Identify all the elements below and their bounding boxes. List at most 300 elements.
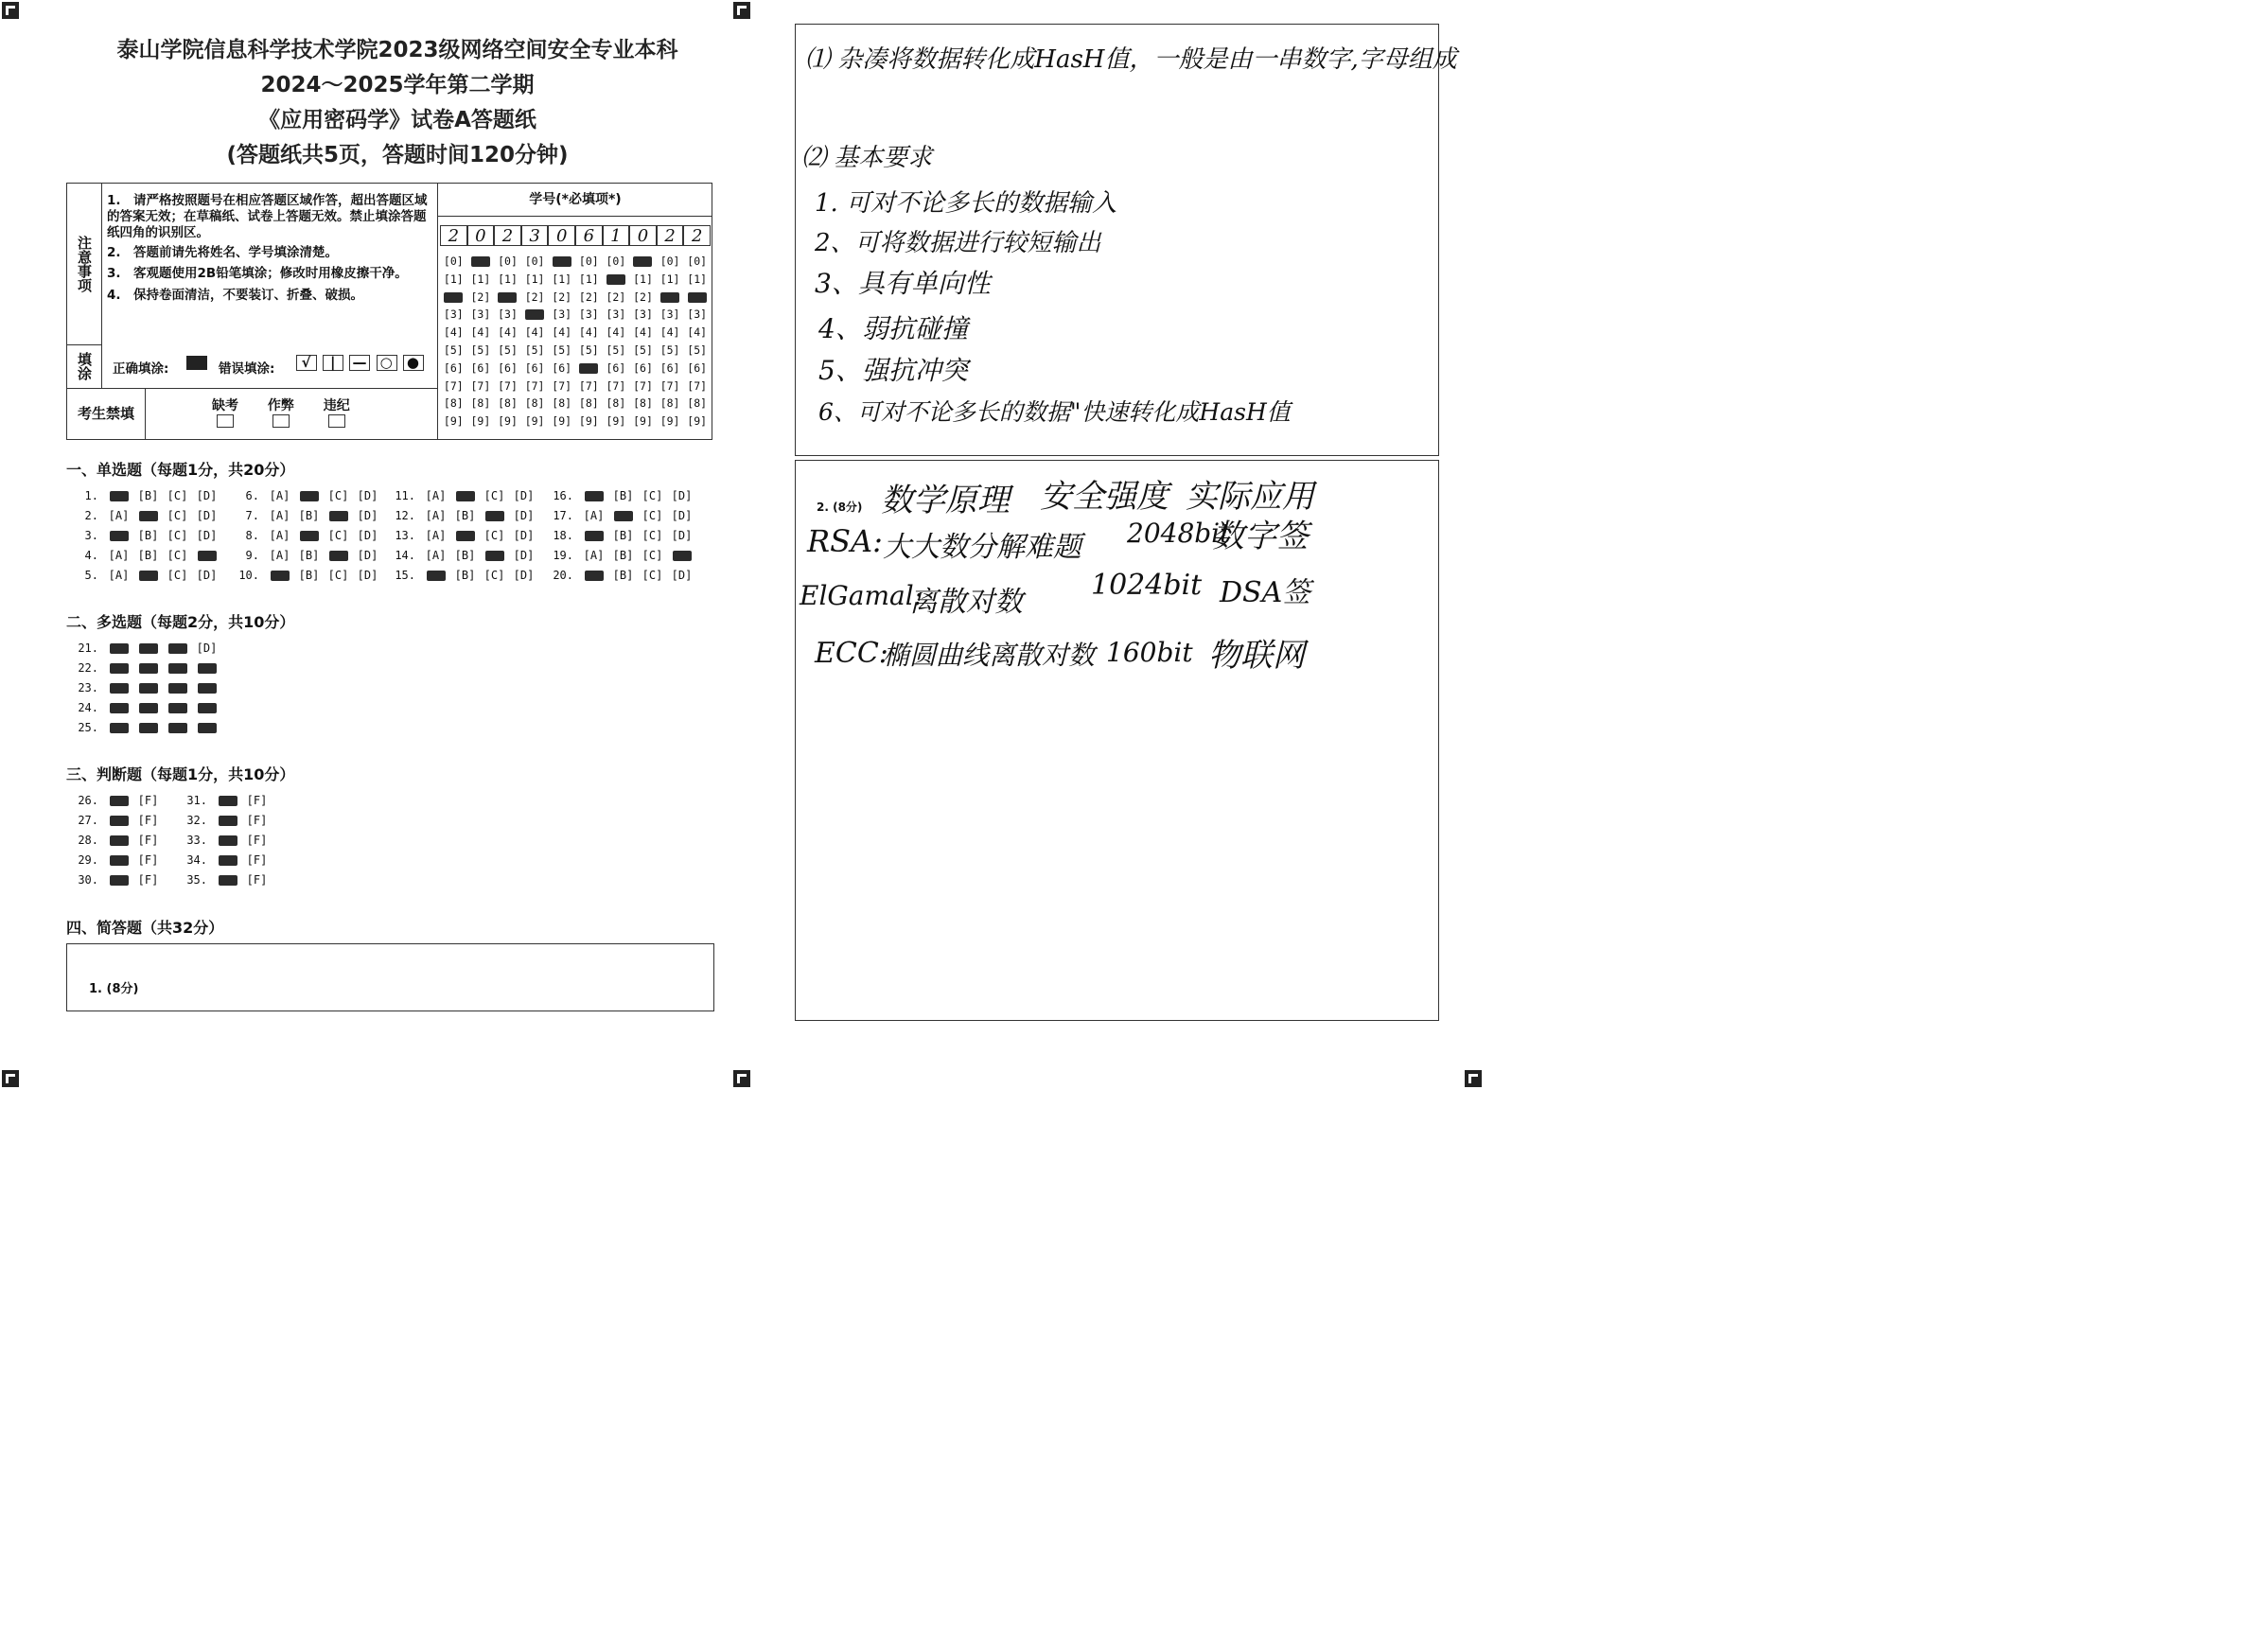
student-id-bubble[interactable]: [2] xyxy=(578,290,599,304)
option-bubble-filled[interactable] xyxy=(294,529,324,542)
option-bubble[interactable]: [B] xyxy=(298,509,320,522)
true-false-row xyxy=(74,814,163,827)
option-mark xyxy=(168,723,187,733)
single-choice-row xyxy=(74,529,221,542)
option-bubble-filled[interactable] xyxy=(163,701,192,714)
option-mark xyxy=(300,531,319,541)
question-number: 18. xyxy=(553,529,573,542)
option-bubble-filled[interactable] xyxy=(104,834,133,847)
forbid-label: 考生禁填 xyxy=(67,388,146,439)
answer1-line: 6、可对不论多长的数据"快速转化成HasH值 xyxy=(818,398,1291,426)
student-id-bubble[interactable]: [2] xyxy=(606,290,626,304)
option-bubble-filled[interactable] xyxy=(294,489,324,502)
option-bubble[interactable]: [A] xyxy=(108,569,130,582)
student-id-bubble[interactable]: [6] xyxy=(552,360,572,375)
option-bubble-filled[interactable] xyxy=(192,549,221,562)
notice-item: 1. 请严格按照题号在相应答题区域作答，超出答题区域的答案无效；在草稿纸、试卷上答题无效。禁止填涂答题纸四角的识别区。 xyxy=(107,193,428,240)
option-bubble[interactable]: [A] xyxy=(425,549,447,562)
option-mark xyxy=(139,683,158,694)
option-bubble-filled[interactable] xyxy=(104,853,133,867)
option-bubble[interactable]: [B] xyxy=(137,489,159,502)
option-bubble[interactable]: [D] xyxy=(357,489,378,502)
option-bubble[interactable]: [D] xyxy=(196,529,218,542)
option-bubble-filled[interactable] xyxy=(667,549,696,562)
option-bubble[interactable]: [A] xyxy=(269,489,290,502)
option-bubble[interactable]: [C] xyxy=(167,529,188,542)
section4-title: 四、简答题（共32分） xyxy=(66,919,224,937)
student-id-bubble-mark xyxy=(553,256,571,267)
student-id-bubble[interactable]: [8] xyxy=(498,396,518,411)
student-id-bubble[interactable]: [2] xyxy=(470,290,491,304)
section1-title: 一、单选题（每题1分，共20分） xyxy=(66,461,295,479)
student-id-bubble-mark xyxy=(444,292,463,303)
student-id-bubble[interactable]: [5] xyxy=(659,343,680,357)
option-bubble[interactable]: [F] xyxy=(246,814,268,827)
student-id-bubble[interactable]: [6] xyxy=(687,360,708,375)
student-id-bubble[interactable]: [9] xyxy=(633,414,653,429)
student-id-bubble[interactable]: [3] xyxy=(470,308,491,322)
question-number: 14. xyxy=(395,549,415,562)
option-bubble-filled[interactable] xyxy=(450,489,480,502)
option-bubble-filled[interactable] xyxy=(213,834,242,847)
answer1-line: ⑵ 基本要求 xyxy=(801,144,933,172)
student-id-bubble[interactable]: [8] xyxy=(659,396,680,411)
question-number: 19. xyxy=(553,549,573,562)
option-bubble-filled[interactable] xyxy=(324,509,353,522)
option-bubble-filled[interactable] xyxy=(192,701,221,714)
student-id-bubble[interactable]: [5] xyxy=(470,343,491,357)
option-bubble[interactable]: [A] xyxy=(583,549,605,562)
option-bubble-filled[interactable] xyxy=(192,661,221,675)
student-id-bubble[interactable]: [9] xyxy=(578,414,599,429)
true-false-row xyxy=(74,834,163,847)
option-bubble-filled[interactable] xyxy=(421,569,450,582)
option-bubble[interactable]: [A] xyxy=(425,489,447,502)
option-bubble[interactable]: [D] xyxy=(196,489,218,502)
question-number: 17. xyxy=(553,509,573,522)
single-choice-row xyxy=(74,489,221,502)
option-bubble[interactable]: [C] xyxy=(167,549,188,562)
option-bubble-filled[interactable] xyxy=(104,489,133,502)
student-id-bubble[interactable]: [4] xyxy=(687,325,708,340)
student-id-bubble-filled[interactable] xyxy=(548,255,575,268)
student-id-bubble[interactable]: [3] xyxy=(659,308,680,322)
student-id-bubble[interactable]: [6] xyxy=(633,360,653,375)
student-id-bubble[interactable]: [4] xyxy=(633,325,653,340)
option-bubble[interactable]: [C] xyxy=(642,509,663,522)
option-bubble[interactable]: [D] xyxy=(513,509,535,522)
student-id-bubble[interactable]: [2] xyxy=(552,290,572,304)
student-id-bubble[interactable]: [0] xyxy=(687,255,708,268)
multi-choice-row xyxy=(74,681,221,694)
option-bubble[interactable]: [B] xyxy=(298,569,320,582)
question-number: 6. xyxy=(245,489,259,502)
student-id-bubble[interactable]: [9] xyxy=(659,414,680,429)
student-id-bubble[interactable]: [1] xyxy=(659,272,680,286)
option-bubble[interactable]: [B] xyxy=(298,549,320,562)
option-bubble[interactable]: [D] xyxy=(513,529,535,542)
option-mark xyxy=(110,796,129,806)
student-id-bubble[interactable]: [4] xyxy=(524,325,545,340)
option-bubble[interactable]: [C] xyxy=(642,549,663,562)
student-id-bubble[interactable]: [7] xyxy=(659,378,680,393)
student-id-bubble-filled[interactable] xyxy=(575,361,603,375)
student-id-bubble[interactable]: [7] xyxy=(498,378,518,393)
student-id-digit: 2 xyxy=(494,225,521,246)
student-id-bubble[interactable]: [9] xyxy=(498,414,518,429)
option-bubble[interactable]: [C] xyxy=(483,529,505,542)
student-id-bubble[interactable]: [0] xyxy=(659,255,680,268)
option-bubble[interactable]: [F] xyxy=(137,834,159,847)
notice-item: 3. 客观题使用2B铅笔填涂；修改时用橡皮擦干净。 xyxy=(107,266,408,281)
true-false-row xyxy=(74,794,163,807)
true-false-row xyxy=(183,794,272,807)
student-id-bubble[interactable]: [0] xyxy=(524,255,545,268)
option-bubble-filled[interactable] xyxy=(163,721,192,734)
student-id-bubble[interactable]: [3] xyxy=(443,308,464,322)
section2-title: 二、多选题（每题2分，共10分） xyxy=(66,613,295,631)
student-id-bubble[interactable]: [4] xyxy=(470,325,491,340)
student-id-bubble-filled[interactable] xyxy=(467,255,495,268)
true-false-row xyxy=(74,853,163,867)
forbid-discipline-checkbox xyxy=(328,414,345,428)
question-number: 29. xyxy=(78,853,98,867)
question-number: 25. xyxy=(78,721,98,734)
option-mark xyxy=(110,855,129,866)
option-bubble[interactable]: [A] xyxy=(269,549,290,562)
option-bubble-filled[interactable] xyxy=(104,641,133,655)
notice-item: 4. 保持卷面清洁，不要装订、折叠、破损。 xyxy=(107,288,364,303)
answer2-row-use: 数字签 xyxy=(1212,518,1309,555)
option-bubble[interactable]: [F] xyxy=(246,834,268,847)
single-choice-row xyxy=(235,529,382,542)
section3-title: 三、判断题（每题1分，共10分） xyxy=(66,765,295,783)
option-bubble-filled[interactable] xyxy=(104,681,133,694)
option-bubble-filled[interactable] xyxy=(104,873,133,887)
fill-correct-sample xyxy=(186,356,207,370)
option-bubble[interactable]: [D] xyxy=(671,529,693,542)
option-bubble[interactable]: [B] xyxy=(454,509,476,522)
student-id-bubble[interactable]: [1] xyxy=(443,272,464,286)
option-mark xyxy=(110,531,129,541)
student-id-bubble[interactable]: [8] xyxy=(443,396,464,411)
student-id-bubble-mark xyxy=(498,292,517,303)
student-id-bubble[interactable]: [7] xyxy=(578,378,599,393)
student-id-bubble[interactable]: [9] xyxy=(470,414,491,429)
option-bubble-filled[interactable] xyxy=(213,814,242,827)
student-id-digit: 2 xyxy=(657,225,684,246)
option-bubble[interactable]: [C] xyxy=(167,569,188,582)
student-id-bubble[interactable]: [0] xyxy=(606,255,626,268)
student-id-bubble[interactable]: [7] xyxy=(470,378,491,393)
option-bubble[interactable]: [D] xyxy=(513,489,535,502)
single-choice-row xyxy=(74,549,221,562)
option-bubble-filled[interactable] xyxy=(450,529,480,542)
student-id-bubble[interactable]: [1] xyxy=(552,272,572,286)
student-id-bubble[interactable]: [5] xyxy=(524,343,545,357)
option-bubble[interactable]: [D] xyxy=(671,509,693,522)
student-id-bubble[interactable]: [9] xyxy=(552,414,572,429)
student-id-bubble[interactable]: [7] xyxy=(633,378,653,393)
option-bubble-filled[interactable] xyxy=(480,509,509,522)
answer2-header: 安全强度 xyxy=(1040,478,1169,516)
student-id-bubble[interactable]: [1] xyxy=(578,272,599,286)
student-id-bubble[interactable]: [1] xyxy=(524,272,545,286)
student-id-bubble[interactable]: [6] xyxy=(524,360,545,375)
question-number: 7. xyxy=(245,509,259,522)
single-choice-row xyxy=(391,549,538,562)
option-bubble[interactable]: [D] xyxy=(357,549,378,562)
option-bubble[interactable]: [D] xyxy=(357,509,378,522)
single-choice-row xyxy=(391,509,538,522)
student-id-bubble[interactable]: [5] xyxy=(552,343,572,357)
student-id-bubble-filled[interactable] xyxy=(440,290,467,304)
option-bubble-filled[interactable] xyxy=(213,873,242,887)
student-id-bubble[interactable]: [4] xyxy=(606,325,626,340)
option-bubble[interactable]: [D] xyxy=(196,509,218,522)
option-bubble-filled[interactable] xyxy=(579,489,608,502)
option-bubble-filled[interactable] xyxy=(104,661,133,675)
fill-wrong-label: 错误填涂: xyxy=(219,361,275,377)
student-id-bubble[interactable]: [7] xyxy=(552,378,572,393)
option-bubble-filled[interactable] xyxy=(133,641,163,655)
option-bubble[interactable]: [A] xyxy=(269,529,290,542)
single-choice-row xyxy=(549,549,696,562)
student-id-bubble[interactable]: [7] xyxy=(606,378,626,393)
student-id-bubble[interactable]: [9] xyxy=(687,414,708,429)
student-id-bubble[interactable]: [8] xyxy=(606,396,626,411)
student-id-bubble[interactable]: [1] xyxy=(470,272,491,286)
student-id-bubble-filled[interactable] xyxy=(603,272,630,286)
option-bubble[interactable]: [F] xyxy=(137,853,159,867)
student-id-bubble[interactable]: [5] xyxy=(498,343,518,357)
option-bubble-filled[interactable] xyxy=(133,701,163,714)
option-bubble[interactable]: [A] xyxy=(425,529,447,542)
option-mark xyxy=(168,663,187,674)
student-id-bubble[interactable]: [7] xyxy=(443,378,464,393)
option-bubble-filled[interactable] xyxy=(579,569,608,582)
student-id-bubble[interactable]: [9] xyxy=(606,414,626,429)
student-id-bubble[interactable]: [9] xyxy=(524,414,545,429)
option-bubble[interactable]: [D] xyxy=(357,569,378,582)
option-bubble-filled[interactable] xyxy=(104,721,133,734)
option-bubble-filled[interactable] xyxy=(192,681,221,694)
student-id-bubble-filled[interactable] xyxy=(657,290,684,304)
option-bubble[interactable]: [C] xyxy=(327,489,349,502)
option-bubble-filled[interactable] xyxy=(133,509,163,522)
question-number: 26. xyxy=(78,794,98,807)
option-bubble[interactable]: [B] xyxy=(137,529,159,542)
option-mark xyxy=(198,551,217,561)
student-id-bubble[interactable]: [8] xyxy=(470,396,491,411)
student-id-bubble[interactable]: [9] xyxy=(443,414,464,429)
student-id-bubble[interactable]: [1] xyxy=(498,272,518,286)
true-false-row xyxy=(183,853,272,867)
option-bubble-filled[interactable] xyxy=(192,721,221,734)
single-choice-row xyxy=(391,489,538,502)
student-id-bubble[interactable]: [4] xyxy=(659,325,680,340)
student-id-bubble[interactable]: [5] xyxy=(687,343,708,357)
answer-box-2 xyxy=(795,460,1439,1021)
student-id-bubble[interactable]: [2] xyxy=(633,290,653,304)
student-id-bubble[interactable]: [8] xyxy=(552,396,572,411)
question-number: 5. xyxy=(84,569,98,582)
student-id-bubble[interactable]: [1] xyxy=(687,272,708,286)
option-bubble[interactable]: [B] xyxy=(137,549,159,562)
question-number: 32. xyxy=(186,814,207,827)
short-answer-1-box xyxy=(66,943,714,1011)
student-id-bubble[interactable]: [6] xyxy=(498,360,518,375)
multi-choice-row xyxy=(74,641,221,655)
option-bubble[interactable]: [F] xyxy=(137,814,159,827)
student-id-digit: 0 xyxy=(467,225,495,246)
option-bubble-filled[interactable] xyxy=(324,549,353,562)
option-bubble-filled[interactable] xyxy=(213,794,242,807)
option-bubble-filled[interactable] xyxy=(133,569,163,582)
single-choice-row xyxy=(549,529,696,542)
option-bubble[interactable]: [B] xyxy=(454,549,476,562)
student-id-bubble[interactable]: [5] xyxy=(633,343,653,357)
option-bubble-filled[interactable] xyxy=(163,661,192,675)
student-id-bubble[interactable]: [8] xyxy=(578,396,599,411)
option-bubble[interactable]: [B] xyxy=(612,529,634,542)
option-bubble[interactable]: [D] xyxy=(196,641,218,655)
student-id-bubble[interactable]: [5] xyxy=(606,343,626,357)
student-id-bubble[interactable]: [1] xyxy=(633,272,653,286)
student-id-digit: 0 xyxy=(548,225,575,246)
option-bubble-filled[interactable] xyxy=(163,681,192,694)
option-bubble[interactable]: [A] xyxy=(425,509,447,522)
student-id-bubble[interactable]: [5] xyxy=(443,343,464,357)
student-id-bubble[interactable]: [7] xyxy=(524,378,545,393)
student-id-bubble[interactable]: [0] xyxy=(443,255,464,268)
option-bubble-filled[interactable] xyxy=(579,529,608,542)
option-bubble[interactable]: [C] xyxy=(167,489,188,502)
option-bubble[interactable]: [D] xyxy=(671,489,693,502)
student-id-bubble[interactable]: [4] xyxy=(552,325,572,340)
option-bubble[interactable]: [F] xyxy=(137,873,159,887)
student-id-bubble[interactable]: [0] xyxy=(578,255,599,268)
student-id-bubble[interactable]: [3] xyxy=(633,308,653,322)
option-bubble[interactable]: [B] xyxy=(612,569,634,582)
student-id-bubble[interactable]: [0] xyxy=(498,255,518,268)
student-id-bubble[interactable]: [6] xyxy=(470,360,491,375)
option-mark xyxy=(585,491,604,501)
option-bubble[interactable]: [A] xyxy=(108,509,130,522)
student-id-bubble-filled[interactable] xyxy=(629,255,657,268)
corner-mark-bottom-right xyxy=(1465,1070,1482,1087)
option-bubble-filled[interactable] xyxy=(104,814,133,827)
student-id-bubble[interactable]: [8] xyxy=(633,396,653,411)
option-bubble-filled[interactable] xyxy=(213,853,242,867)
option-bubble[interactable]: [A] xyxy=(108,549,130,562)
option-bubble[interactable]: [B] xyxy=(612,549,634,562)
option-bubble[interactable]: [C] xyxy=(483,489,505,502)
option-bubble[interactable]: [A] xyxy=(583,509,605,522)
single-choice-row xyxy=(74,509,221,522)
question-number: 31. xyxy=(186,794,207,807)
option-bubble-filled[interactable] xyxy=(104,701,133,714)
option-bubble[interactable]: [C] xyxy=(327,529,349,542)
student-id-bubble[interactable]: [3] xyxy=(606,308,626,322)
option-bubble[interactable]: [F] xyxy=(137,794,159,807)
option-bubble[interactable]: [D] xyxy=(671,569,693,582)
option-bubble[interactable]: [C] xyxy=(642,569,663,582)
student-id-bubble[interactable]: [3] xyxy=(687,308,708,322)
student-id-bubble[interactable]: [4] xyxy=(443,325,464,340)
student-id-bubble[interactable]: [4] xyxy=(578,325,599,340)
option-bubble[interactable]: [B] xyxy=(454,569,476,582)
option-bubble[interactable]: [D] xyxy=(513,549,535,562)
option-bubble-filled[interactable] xyxy=(104,794,133,807)
option-bubble[interactable]: [C] xyxy=(642,489,663,502)
option-bubble[interactable]: [D] xyxy=(513,569,535,582)
option-mark xyxy=(110,835,129,846)
student-id-bubble-filled[interactable] xyxy=(494,290,521,304)
option-bubble-filled[interactable] xyxy=(133,721,163,734)
student-id-bubble[interactable]: [5] xyxy=(578,343,599,357)
student-id-bubble[interactable]: [6] xyxy=(443,360,464,375)
student-id-bubble[interactable]: [8] xyxy=(524,396,545,411)
option-bubble[interactable]: [D] xyxy=(196,569,218,582)
student-id-bubble[interactable]: [3] xyxy=(552,308,572,322)
forbid-absent-checkbox xyxy=(217,414,234,428)
student-id-bubble-filled[interactable] xyxy=(521,308,549,321)
student-id-bubble[interactable]: [2] xyxy=(524,290,545,304)
option-bubble[interactable]: [B] xyxy=(612,489,634,502)
option-mark xyxy=(585,531,604,541)
student-id-bubble[interactable]: [8] xyxy=(687,396,708,411)
option-bubble-filled[interactable] xyxy=(133,681,163,694)
student-id-bubble-filled[interactable] xyxy=(683,290,711,304)
option-bubble-filled[interactable] xyxy=(133,661,163,675)
option-bubble[interactable]: [F] xyxy=(246,853,268,867)
option-bubble[interactable]: [C] xyxy=(327,569,349,582)
option-mark xyxy=(456,531,475,541)
option-bubble[interactable]: [C] xyxy=(483,569,505,582)
option-bubble-filled[interactable] xyxy=(104,529,133,542)
student-id-bubble[interactable]: [3] xyxy=(498,308,518,322)
option-bubble[interactable]: [D] xyxy=(357,529,378,542)
student-id-bubble[interactable]: [6] xyxy=(606,360,626,375)
option-bubble[interactable]: [C] xyxy=(642,529,663,542)
student-id-bubble[interactable]: [6] xyxy=(659,360,680,375)
option-bubble-filled[interactable] xyxy=(163,641,192,655)
option-mark xyxy=(585,571,604,581)
single-choice-row xyxy=(235,509,382,522)
student-id-bubble[interactable]: [7] xyxy=(687,378,708,393)
student-id-bubble[interactable]: [4] xyxy=(498,325,518,340)
option-bubble-filled[interactable] xyxy=(480,549,509,562)
answer-box-1 xyxy=(795,24,1457,456)
option-mark xyxy=(219,835,237,846)
student-id-bubble-mark xyxy=(471,256,490,267)
student-id-bubble[interactable]: [3] xyxy=(578,308,599,322)
option-bubble-filled[interactable] xyxy=(608,509,638,522)
answer2-row-name: ElGamal: xyxy=(800,580,923,611)
option-mark xyxy=(110,683,129,694)
option-bubble-filled[interactable] xyxy=(265,569,294,582)
student-id-digits xyxy=(440,225,711,248)
option-bubble[interactable]: [A] xyxy=(269,509,290,522)
option-bubble[interactable]: [F] xyxy=(246,873,268,887)
option-bubble[interactable]: [C] xyxy=(167,509,188,522)
question-number: 12. xyxy=(395,509,415,522)
question-number: 35. xyxy=(186,873,207,887)
notice-item: 2. 答题前请先将姓名、学号填涂清楚。 xyxy=(107,245,339,260)
option-mark xyxy=(110,875,129,886)
option-bubble[interactable]: [F] xyxy=(246,794,268,807)
